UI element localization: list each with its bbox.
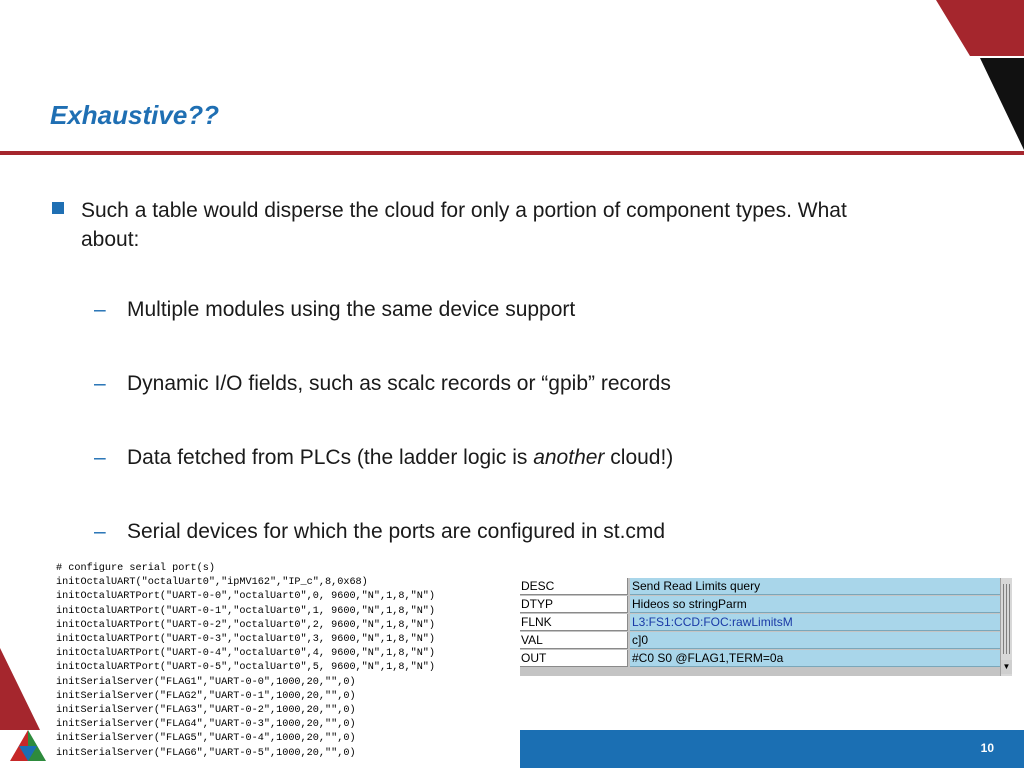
field-name-cell: OUT [520, 650, 628, 667]
title-divider [0, 151, 1024, 155]
sub-bullet-text: Serial devices for which the ports are configured in st.cmd [127, 520, 666, 543]
field-value-cell[interactable]: Hideos so stringParm [630, 596, 1000, 613]
field-name-cell: DESC [520, 578, 628, 595]
record-field-grid [520, 578, 1012, 676]
field-value-cell[interactable]: #C0 S0 @FLAG1,TERM=0a [630, 650, 1000, 667]
field-value-cell[interactable]: Send Read Limits query [630, 578, 1000, 595]
sub-bullet-text-part: Data fetched from PLCs (the ladder logic is [127, 446, 534, 469]
field-name-cell: FLNK [520, 614, 628, 631]
field-value-cell[interactable]: c]0 [630, 632, 1000, 649]
page-number: 10 [980, 741, 994, 755]
code-line: initSerialServer("FLAG4","UART-0-3",1000,20,"",0) [56, 719, 356, 731]
grid-scrollbar[interactable] [1000, 578, 1012, 676]
corner-red-triangle [936, 0, 1024, 56]
sub-bullet-text: Dynamic I/O fields, such as scalc records or “gpib” records [127, 372, 671, 395]
code-line: initSerialServer("FLAG2","UART-0-1",1000,20,"",0) [56, 690, 356, 702]
sub-bullet-text [127, 446, 673, 469]
code-line: initOctalUARTPort("UART-0-4","octalUart0",4, 9600,"N",1,8,"N") [56, 648, 436, 660]
square-bullet-icon [52, 202, 64, 214]
code-line: initSerialServer("FLAG6","UART-0-5",1000,20,"",0) [56, 747, 356, 759]
chevron-down-icon[interactable]: ▼ [1001, 660, 1012, 674]
code-line: # configure serial port(s) [56, 563, 215, 574]
footer-bar [520, 730, 1024, 768]
sub-bullet [94, 372, 671, 396]
sub-bullet [94, 298, 575, 322]
field-name-cell: DTYP [520, 596, 628, 613]
dash-bullet-icon: – [94, 298, 106, 321]
code-line: initSerialServer("FLAG1","UART-0-0",1000,20,"",0) [56, 676, 356, 688]
sub-bullet [94, 446, 673, 470]
st-cmd-code-listing [56, 562, 435, 761]
code-line: initOctalUARTPort("UART-0-3","octalUart0",3, 9600,"N",1,8,"N") [56, 634, 436, 646]
code-line: initSerialServer("FLAG3","UART-0-2",1000,20,"",0) [56, 705, 356, 717]
sub-bullet-text-part: cloud!) [604, 446, 674, 469]
grid-row[interactable] [520, 578, 1000, 596]
main-bullet-text: Such a table would disperse the cloud for only a portion of component types. What about: [81, 199, 847, 251]
code-line: initOctalUARTPort("UART-0-5","octalUart0",5, 9600,"N",1,8,"N") [56, 662, 436, 674]
code-line: initOctalUARTPort("UART-0-2","octalUart0",2, 9600,"N",1,8,"N") [56, 619, 436, 631]
emphasis-text: another [533, 446, 605, 469]
main-bullet [52, 196, 902, 254]
code-line: initOctalUART("octalUart0","ipMV162","IP_c",8,0x68) [56, 577, 368, 589]
grid-row[interactable] [520, 596, 1000, 614]
sub-bullet [94, 520, 665, 544]
triangle-logo-icon [8, 728, 48, 764]
grid-row[interactable] [520, 632, 1000, 650]
grid-row[interactable] [520, 614, 1000, 632]
corner-black-triangle [980, 58, 1024, 150]
dash-bullet-icon: – [94, 372, 106, 395]
sub-bullet-text: Multiple modules using the same device support [127, 298, 576, 321]
slide-title: Exhaustive?? [50, 100, 220, 130]
scrollbar-grip[interactable] [1003, 584, 1010, 654]
code-line: initOctalUARTPort("UART-0-0","octalUart0",0, 9600,"N",1,8,"N") [56, 591, 436, 603]
left-red-triangle [0, 648, 40, 730]
field-name-cell: VAL [520, 632, 628, 649]
code-line: initOctalUARTPort("UART-0-1","octalUart0",1, 9600,"N",1,8,"N") [56, 605, 436, 617]
grid-row[interactable] [520, 650, 1000, 668]
field-value-cell[interactable]: L3:FS1:CCD:FOC:rawLimitsM [630, 614, 1000, 631]
code-line: initSerialServer("FLAG5","UART-0-4",1000,20,"",0) [56, 733, 356, 745]
dash-bullet-icon: – [94, 520, 106, 543]
dash-bullet-icon: – [94, 446, 106, 469]
